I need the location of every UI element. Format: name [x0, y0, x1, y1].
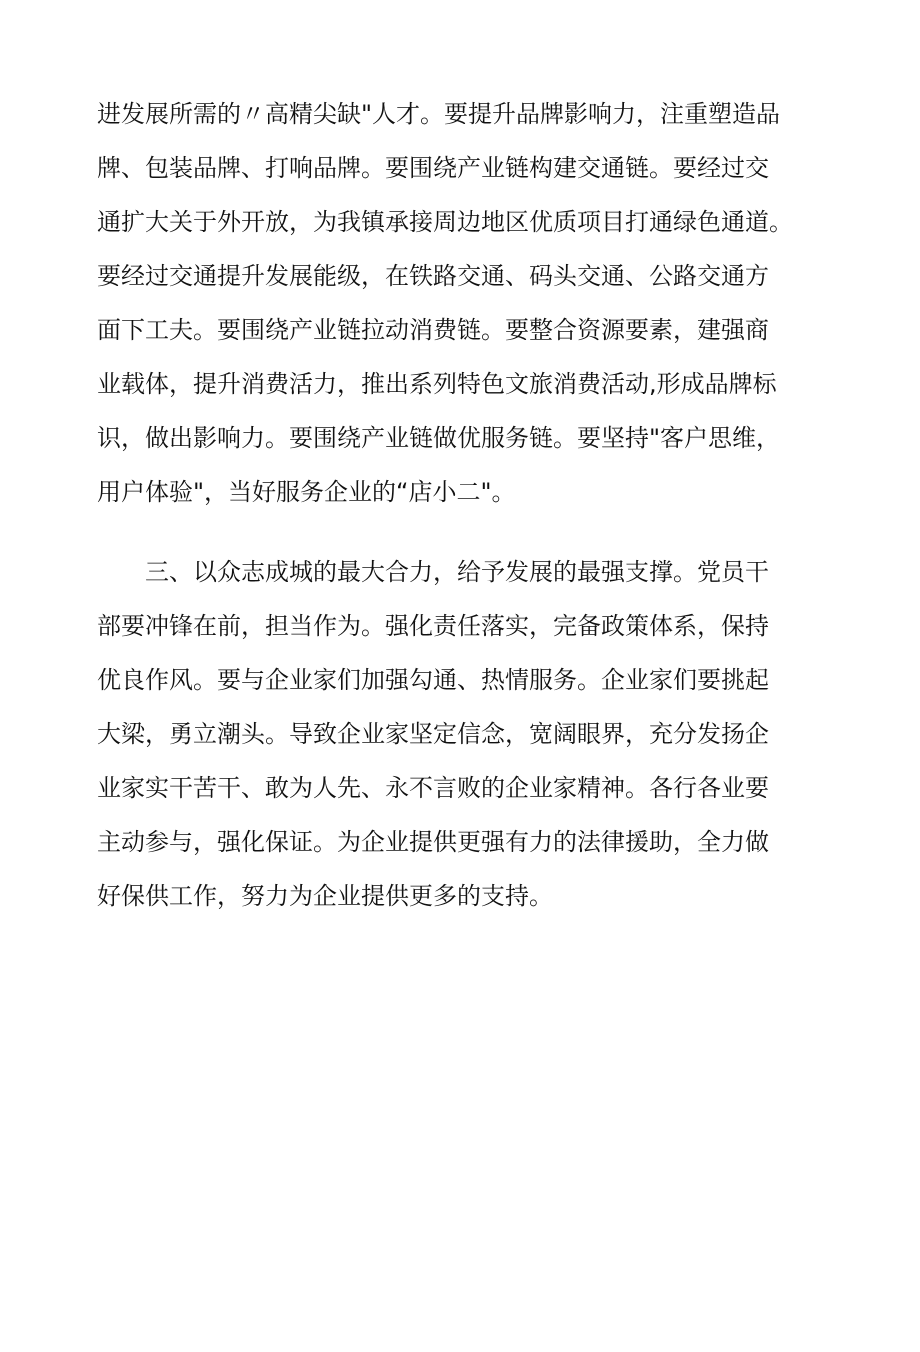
text-line: 用户体验"，当好服务企业的“店小二"。: [97, 478, 516, 506]
text-line: 要经过交通提升发展能级，在铁路交通、码头交通、公路交通方: [97, 262, 769, 290]
text-line: 进发展所需的〃高精尖缺"人才。要提升品牌影响力，注重塑造品: [97, 100, 781, 128]
text-line: 三、以众志成城的最大合力，给予发展的最强支撑。党员干: [97, 558, 769, 586]
text-line: 识，做出影响力。要围绕产业链做优服务链。要坚持"客户思维，: [97, 424, 781, 452]
text-line: 业载体，提升消费活力，推出系列特色文旅消费活动,形成品牌标: [97, 370, 777, 398]
text-line: 面下工夫。要围绕产业链拉动消费链。要整合资源要素，建强商: [97, 316, 769, 344]
text-line: 部要冲锋在前，担当作为。强化责任落实，完备政策体系，保持: [97, 612, 769, 640]
text-line: 优良作风。要与企业家们加强勾通、热情服务。企业家们要挑起: [97, 666, 769, 694]
text-line: 好保供工作，努力为企业提供更多的支持。: [97, 882, 553, 910]
text-line: 主动参与，强化保证。为企业提供更强有力的法律援助，全力做: [97, 828, 769, 856]
text-line: 业家实干苦干、敢为人先、永不言败的企业家精神。各行各业要: [97, 774, 769, 802]
text-line: 大梁，勇立潮头。导致企业家坚定信念，宽阔眼界，充分发扬企: [97, 720, 769, 748]
body-paragraph: [97, 87, 857, 519]
text-line: 牌、包装品牌、打响品牌。要围绕产业链构建交通链。要经过交: [97, 154, 769, 182]
text-line: 通扩大关于外开放，为我镇承接周边地区优质项目打通绿色通道。: [97, 208, 793, 236]
section-three-paragraph: [97, 545, 857, 923]
